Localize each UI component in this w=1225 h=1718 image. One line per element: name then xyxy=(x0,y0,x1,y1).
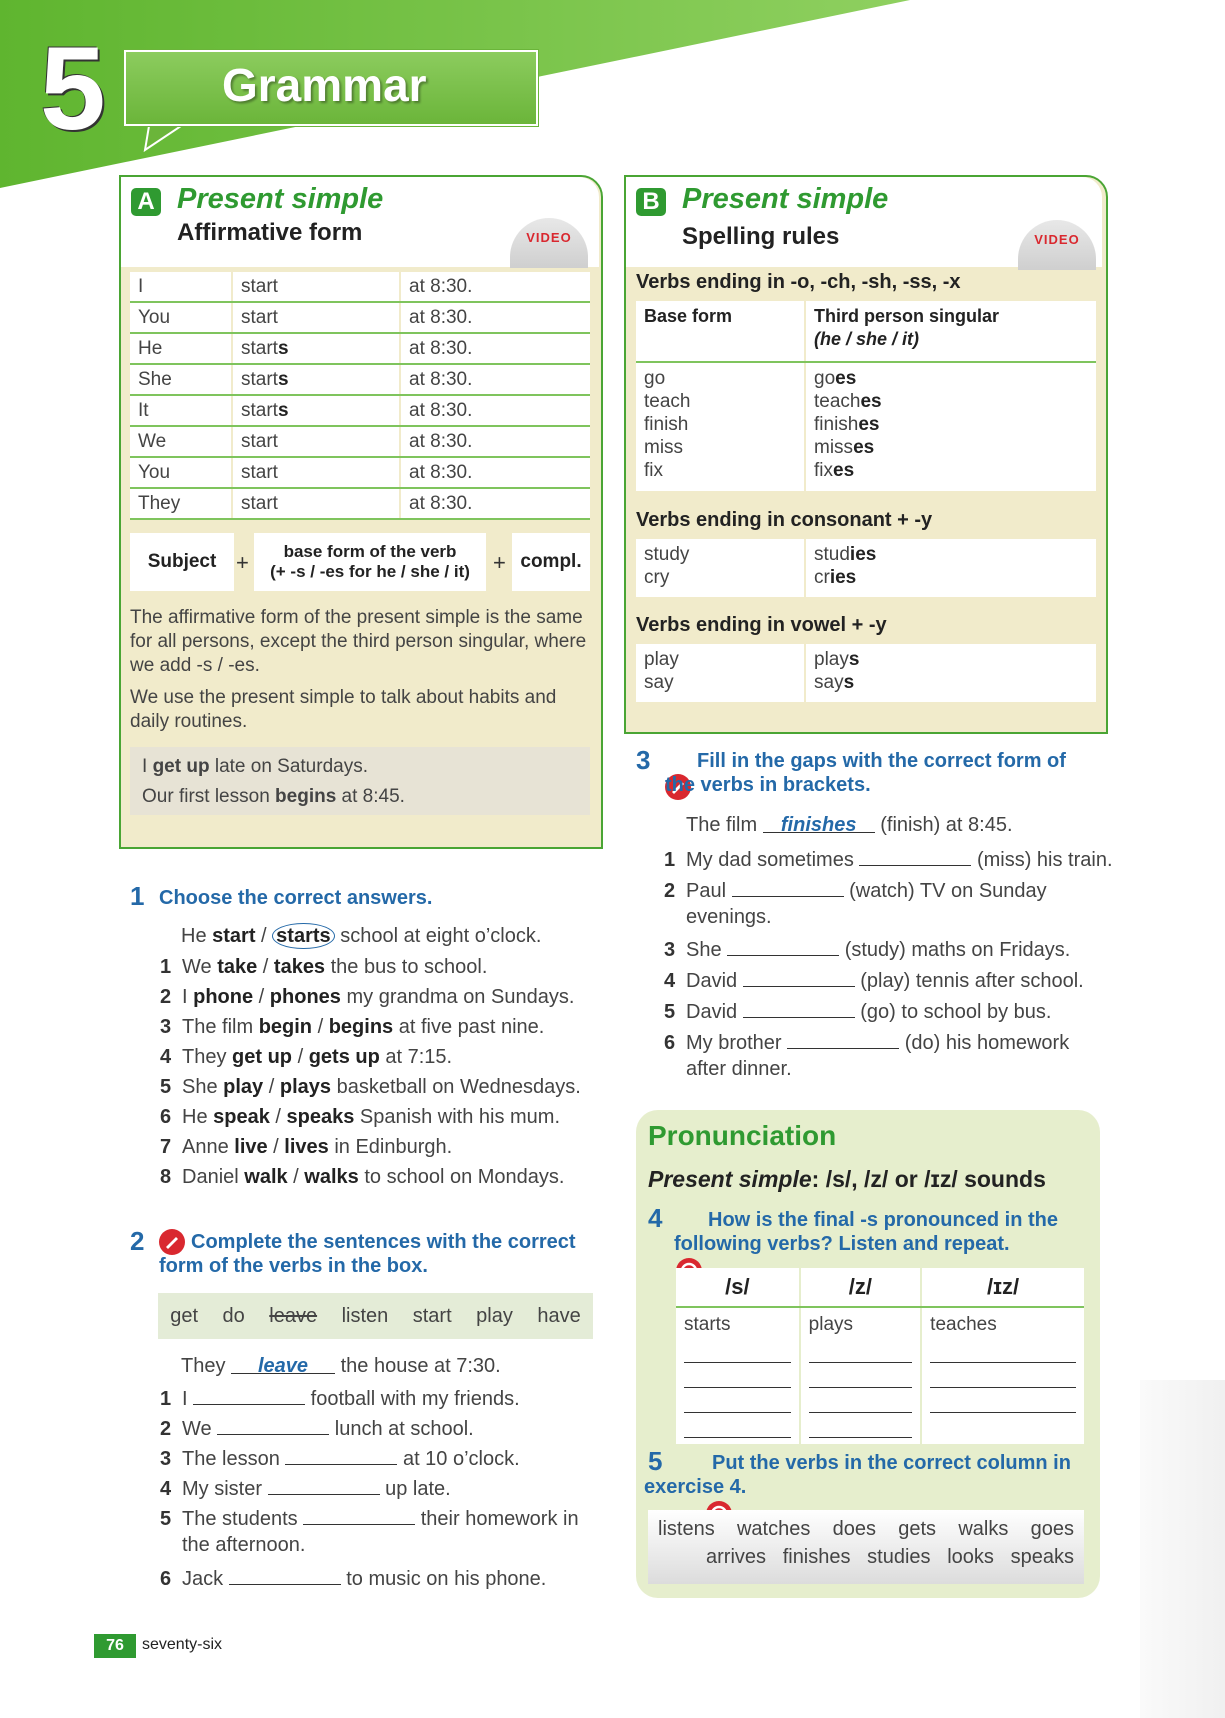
base-form: play xyxy=(644,649,679,670)
example-sentence-2: Our first lesson begins at 8:45. xyxy=(142,786,405,807)
choice-option[interactable]: plays xyxy=(279,1076,332,1098)
verb-cell: start xyxy=(232,302,400,333)
exercise-item: 2 We lunch at school. xyxy=(160,1418,474,1440)
exercise-3-number: 3 xyxy=(636,745,651,775)
base-form: go xyxy=(644,368,666,389)
answer-blank[interactable] xyxy=(217,1416,329,1435)
verbs-row-2 xyxy=(706,1546,1074,1569)
answer-blank[interactable] xyxy=(684,1363,791,1388)
verb-word: studies xyxy=(867,1546,931,1568)
verb-word: gets xyxy=(898,1518,937,1540)
subject-cell: He xyxy=(130,333,232,364)
choice-option[interactable]: begin xyxy=(258,1016,313,1038)
choice-option[interactable]: takes xyxy=(273,956,326,978)
exercise-item: 7 Anne live / lives in Edinburgh. xyxy=(160,1136,453,1158)
box-word: start xyxy=(412,1304,452,1327)
group-3-third-forms xyxy=(806,644,1096,702)
exercise-2-example: They leave the house at 7:30. xyxy=(181,1355,501,1377)
choice-option[interactable]: speak xyxy=(213,1106,270,1128)
exercise-item: 4 My sister up late. xyxy=(160,1478,451,1500)
sound-column xyxy=(676,1307,800,1444)
choice-option[interactable]: walks xyxy=(304,1166,359,1188)
answer-blank[interactable] xyxy=(809,1338,913,1363)
base-form: finish xyxy=(644,414,689,435)
verb-cell: start xyxy=(232,488,400,519)
page-number-words: seventy-six xyxy=(142,1636,223,1653)
verb-cell: starts xyxy=(232,364,400,395)
exercise-item: 3 The film begin / begins at five past nine. xyxy=(160,1016,545,1038)
exercise-item: 2 Paul (watch) TV on Sunday xyxy=(664,880,1047,902)
verb-word: listens xyxy=(658,1518,715,1540)
verb-cell: start xyxy=(232,426,400,457)
answer-blank[interactable] xyxy=(285,1446,397,1465)
subject-cell: We xyxy=(130,426,232,457)
video-label: VIDEO xyxy=(526,230,572,245)
verb-word: does xyxy=(832,1518,876,1540)
time-cell: at 8:30. xyxy=(400,457,590,488)
exercise-item: 4 David (play) tennis after school. xyxy=(664,970,1084,992)
third-form: goes xyxy=(814,368,857,389)
col-base-form: Base form xyxy=(636,301,804,361)
group-1-third-forms xyxy=(806,363,1096,491)
verbs-box xyxy=(648,1510,1084,1584)
box-word: do xyxy=(222,1304,245,1327)
group-1-base-forms xyxy=(636,363,804,491)
exercise-item: 6 Jack to music on his phone. xyxy=(160,1568,547,1590)
choice-option[interactable]: walk xyxy=(244,1166,288,1188)
grammar-explanation-1: The affirmative form of the present simple is the same for all persons, except the third person singular, where we add -s / -es. xyxy=(130,607,587,676)
formula-plus-1: + xyxy=(236,550,249,575)
exercise-1-example: He start / starts school at eight o’clock. xyxy=(181,925,542,947)
answer-blank[interactable] xyxy=(787,1030,899,1049)
verb-word: arrives xyxy=(706,1546,767,1568)
section-b-subtitle: Spelling rules xyxy=(682,223,840,250)
circled-answer: starts xyxy=(272,923,334,949)
subject-cell: It xyxy=(130,395,232,426)
choice-option[interactable]: phone xyxy=(193,986,254,1008)
answer-blank[interactable] xyxy=(193,1386,305,1405)
example-box xyxy=(130,747,590,815)
answer-blank[interactable] xyxy=(684,1388,791,1413)
time-cell: at 8:30. xyxy=(400,272,590,302)
exercise-item: 6 He speak / speaks Spanish with his mum. xyxy=(160,1106,560,1128)
answer-blank[interactable] xyxy=(727,937,839,956)
formula-subject: Subject xyxy=(130,533,234,591)
exercise-item: 6 My brother (do) his homework xyxy=(664,1032,1070,1054)
exercise-3-example: The film finishes (finish) at 8:45. xyxy=(686,814,1013,836)
subject-cell: You xyxy=(130,457,232,488)
base-form: say xyxy=(644,672,674,693)
answer-blank[interactable] xyxy=(930,1388,1076,1413)
affirmative-table xyxy=(130,272,590,520)
sound-column-header: /z/ xyxy=(800,1268,922,1307)
exercise-item: 4 They get up / gets up at 7:15. xyxy=(160,1046,453,1068)
answer-blank[interactable] xyxy=(809,1388,913,1413)
exercise-item: 3 She (study) maths on Fridays. xyxy=(664,939,1071,961)
grammar-explanation-2: We use the present simple to talk about habits and daily routines. xyxy=(130,687,557,732)
answer-blank[interactable] xyxy=(859,847,971,866)
group-3-title: Verbs ending in vowel + -y xyxy=(636,614,887,636)
verb-word: walks xyxy=(958,1518,1009,1540)
verb-cell: start xyxy=(232,457,400,488)
exercise-item: 1 My dad sometimes (miss) his train. xyxy=(664,849,1113,871)
exercise-2-instruction: Complete the sentences with the correct form of the verbs in the box. xyxy=(159,1231,576,1277)
answer-blank[interactable] xyxy=(743,968,855,987)
example-verb: teaches xyxy=(930,1314,997,1335)
formula-compl: compl. xyxy=(512,533,590,591)
base-form: study xyxy=(644,544,690,565)
answer-blank[interactable] xyxy=(684,1338,791,1363)
box-word: listen xyxy=(341,1304,389,1327)
time-cell: at 8:30. xyxy=(400,333,590,364)
answer-blank[interactable] xyxy=(743,999,855,1018)
section-b-badge: B xyxy=(636,188,666,216)
exercise-4-number: 4 xyxy=(648,1203,663,1233)
box-word: leave xyxy=(269,1304,318,1327)
word-box xyxy=(158,1293,593,1339)
video-label: VIDEO xyxy=(1034,232,1080,247)
exercise-item: 5 She play / plays basketball on Wednesdays. xyxy=(160,1076,581,1098)
subject-cell: I xyxy=(130,272,232,302)
group-1-title: Verbs ending in -o, -ch, -sh, -ss, -x xyxy=(636,271,961,293)
choice-option[interactable]: gets up xyxy=(308,1046,380,1068)
base-form: fix xyxy=(644,460,663,481)
example-verb: plays xyxy=(808,1314,854,1335)
table-row xyxy=(130,426,590,457)
answer-blank[interactable] xyxy=(268,1476,380,1495)
page-number: 76 xyxy=(94,1634,136,1658)
sound-column-header: /ɪz/ xyxy=(921,1268,1084,1307)
third-form: studies xyxy=(814,544,877,565)
exercise-item: 8 Daniel walk / walks to school on Mondays. xyxy=(160,1166,565,1188)
time-cell: at 8:30. xyxy=(400,488,590,519)
verb-cell: starts xyxy=(232,333,400,364)
exercise-1-number: 1 xyxy=(130,881,145,911)
table-row xyxy=(130,272,590,302)
choice-option[interactable]: live xyxy=(234,1136,268,1158)
answer-blank[interactable] xyxy=(809,1413,913,1438)
unit-number: 5 xyxy=(40,23,106,155)
sound-column xyxy=(800,1307,922,1444)
box-word: play xyxy=(476,1304,513,1327)
third-form: finishes xyxy=(814,414,880,435)
verb-cell: start xyxy=(232,272,400,302)
time-cell: at 8:30. xyxy=(400,302,590,333)
verb-word: finishes xyxy=(782,1546,851,1568)
formula-base-form xyxy=(254,533,486,591)
pronunciation-title: Pronunciation xyxy=(648,1120,837,1151)
exercise-item-continued: after dinner. xyxy=(686,1058,792,1080)
exercise-5-instruction: Put the verbs in the correct column in exercise 4. xyxy=(644,1452,1071,1498)
subject-cell: She xyxy=(130,364,232,395)
table-row xyxy=(130,395,590,426)
answer-blank[interactable] xyxy=(930,1338,1076,1363)
exercise-item: 2 I phone / phones my grandma on Sundays. xyxy=(160,986,575,1008)
subject-cell: You xyxy=(130,302,232,333)
time-cell: at 8:30. xyxy=(400,426,590,457)
example-verb: starts xyxy=(684,1314,731,1335)
formula-base-line1: base form of the verb xyxy=(283,542,457,561)
answer-blank[interactable] xyxy=(229,1566,341,1585)
third-form: says xyxy=(814,672,855,693)
answer-blank[interactable] xyxy=(732,878,844,897)
choice-option[interactable]: play xyxy=(223,1076,264,1098)
answer-blank[interactable] xyxy=(930,1363,1076,1388)
exercise-3-instruction: Fill in the gaps with the correct form of the verbs in brackets. xyxy=(665,750,1066,796)
time-cell: at 8:30. xyxy=(400,364,590,395)
section-a-title: Present simple xyxy=(177,183,384,215)
time-cell: at 8:30. xyxy=(400,395,590,426)
exercise-item: 5 David (go) to school by bus. xyxy=(664,1001,1052,1023)
verb-word: watches xyxy=(736,1518,811,1540)
example-answer: finishes xyxy=(780,814,857,836)
verb-cell: starts xyxy=(232,395,400,426)
third-form: teaches xyxy=(814,391,882,412)
third-form: cries xyxy=(814,567,857,588)
box-word: get xyxy=(170,1304,199,1327)
answer-blank[interactable] xyxy=(684,1413,791,1438)
exercise-item-continued: the afternoon. xyxy=(182,1534,306,1556)
third-form: plays xyxy=(814,649,860,670)
page-edge-shade xyxy=(1140,1380,1225,1718)
verb-word: speaks xyxy=(1010,1546,1074,1568)
box-word: have xyxy=(537,1304,581,1327)
base-form: miss xyxy=(644,437,684,458)
exercise-5-number: 5 xyxy=(648,1446,663,1476)
formula-base-line2: (+ -s / -es for he / she / it) xyxy=(270,562,470,581)
answer-blank[interactable] xyxy=(809,1363,913,1388)
table-row xyxy=(130,457,590,488)
section-a-subtitle: Affirmative form xyxy=(177,219,363,246)
group-2-third-forms xyxy=(806,539,1096,597)
verb-word: goes xyxy=(1030,1518,1074,1540)
group-3-base-forms xyxy=(636,644,804,702)
exercise-item-continued: evenings. xyxy=(686,906,772,928)
base-form: teach xyxy=(644,391,691,412)
example-sentence-1: I get up late on Saturdays. xyxy=(142,756,368,777)
exercise-2-number: 2 xyxy=(130,1226,145,1256)
choice-option[interactable]: begins xyxy=(328,1016,394,1038)
third-form: misses xyxy=(814,437,875,458)
exercise-item: 1 I football with my friends. xyxy=(160,1388,520,1410)
choice-option[interactable]: lives xyxy=(284,1136,329,1158)
answer-blank[interactable] xyxy=(303,1506,415,1525)
table-row xyxy=(130,364,590,395)
base-form: cry xyxy=(644,567,670,588)
exercise-item: 1 We take / takes the bus to school. xyxy=(160,956,488,978)
pronunciation-subtitle: Present simple: /s/, /z/ or /ɪz/ sounds xyxy=(648,1166,1046,1192)
section-a-badge: A xyxy=(131,188,161,216)
exercise-item: 5 The students their homework in xyxy=(160,1508,579,1530)
group-2-title: Verbs ending in consonant + -y xyxy=(636,509,933,531)
formula-plus-2: + xyxy=(493,550,506,575)
exercise-item: 3 The lesson at 10 o’clock. xyxy=(160,1448,520,1470)
verb-word: looks xyxy=(947,1546,994,1568)
col-third-person: Third person singular (he / she / it) xyxy=(806,301,1096,361)
choice-option[interactable]: get up xyxy=(232,1046,293,1068)
group-2-base-forms xyxy=(636,539,804,597)
sound-column xyxy=(921,1307,1084,1444)
verbs-row-1 xyxy=(658,1518,1074,1541)
pronunciation-table xyxy=(676,1268,1084,1444)
choice-option[interactable]: speaks xyxy=(286,1106,355,1128)
choice-option[interactable]: phones xyxy=(269,986,341,1008)
choice-option[interactable]: take xyxy=(217,956,258,978)
table-row xyxy=(130,333,590,364)
table-row xyxy=(130,302,590,333)
third-form: fixes xyxy=(814,460,855,481)
sound-column-header: /s/ xyxy=(676,1268,800,1307)
example-answer: leave xyxy=(258,1355,309,1377)
page-title: Grammar xyxy=(222,59,427,111)
table-row xyxy=(130,488,590,519)
section-b-title: Present simple xyxy=(682,183,889,215)
subject-cell: They xyxy=(130,488,232,519)
exercise-1-instruction: Choose the correct answers. xyxy=(159,887,433,909)
exercise-4-instruction: How is the final -s pronounced in the following verbs? Listen and repeat. xyxy=(674,1209,1059,1255)
